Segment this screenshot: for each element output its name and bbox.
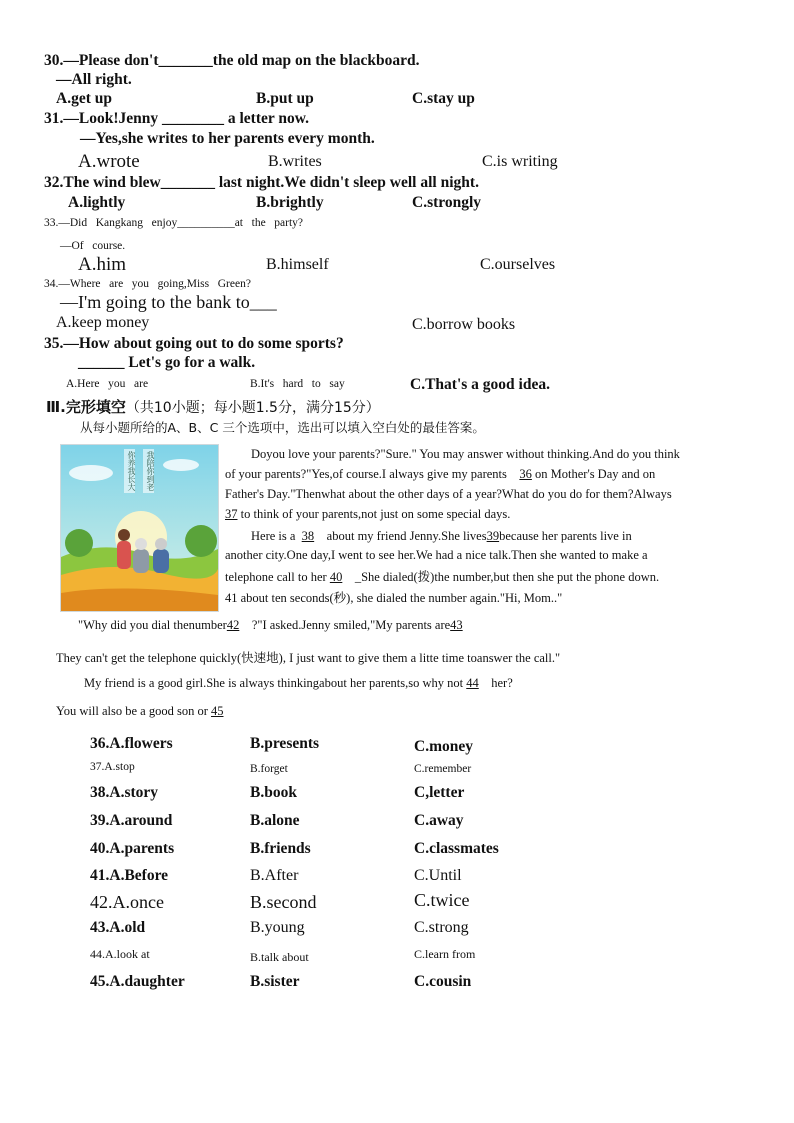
answer-38-a: 38.A.story <box>90 784 159 801</box>
blank-42: 42 <box>226 618 240 632</box>
answer-39-b: B.alone <box>250 812 300 829</box>
passage-line-12a: You will also be a good son or <box>56 704 208 718</box>
q35-reply-text: Let's go for a walk. <box>128 354 256 371</box>
q31-stem-text: 31.—Look!Jenny <box>44 110 159 127</box>
q30-rest: the old map on the blackboard. <box>212 52 420 69</box>
q34-option-a: A.keep money <box>56 314 150 331</box>
q34-blank: ___ <box>249 292 277 312</box>
answer-41-c: C.Until <box>414 867 462 884</box>
q30-blank: _______ <box>158 52 213 69</box>
blank-39: 39 <box>486 529 500 543</box>
passage-line-9b: ?"I asked.Jenny smiled,"My parents are <box>251 618 451 632</box>
passage-line-4-text: to think of your parents,not just on some special days. <box>240 507 511 521</box>
question-34-stem: 34.—Where are you going,Miss Green? <box>44 278 251 290</box>
passage-line-4 <box>225 507 510 522</box>
q31-rest: a letter now. <box>227 110 309 127</box>
answer-44-b: B.talk about <box>250 950 309 964</box>
answer-41-b: B.After <box>250 867 299 884</box>
answer-row-38 <box>90 784 570 806</box>
passage-line-7b: She dialed(拨)the number,but then she put the phone down. <box>361 570 660 584</box>
section-3-instruction: 从每小题所给的A、B、C 三个选项中，选出可以填入空白处的最佳答案。 <box>80 420 485 435</box>
passage-line-5a: Here is a <box>251 529 296 543</box>
answer-row-44 <box>90 947 570 969</box>
passage-line-11b: her? <box>491 676 513 690</box>
question-33-reply: —Of course. <box>60 240 126 252</box>
passage-line-5b: about my friend Jenny.She lives <box>326 529 487 543</box>
q31-option-c: C.is writing <box>482 153 558 170</box>
illustration-graphic <box>61 445 218 611</box>
answer-42-a: 42.A.once <box>90 892 164 912</box>
passage-line-6: another city.One day,I went to see her.We had a nice talk.Then she wanted to make a <box>225 548 648 562</box>
answer-43-b: B.young <box>250 919 305 936</box>
blank-40: 40 <box>329 570 343 584</box>
blank-44: 44 <box>466 676 479 690</box>
q30-option-b: B.put up <box>256 90 314 107</box>
answer-row-37 <box>90 761 570 783</box>
answer-39-c: C.away <box>414 812 464 829</box>
answer-36-c: C.money <box>414 738 473 755</box>
q33-rest: at the party? <box>234 217 304 229</box>
answer-42-c: C.twice <box>414 890 470 910</box>
answer-38-b: B.book <box>250 784 297 801</box>
q32-stem-text: 32.The wind blew <box>44 174 161 191</box>
passage-line-11 <box>84 676 513 691</box>
blank-37: 37 <box>225 507 238 521</box>
answer-row-42 <box>90 892 570 914</box>
passage-line-1: Doyou love your parents?"Sure." You may answer without thinking.And do you think <box>251 447 680 461</box>
question-30-reply: —All right. <box>56 71 132 88</box>
blank-38: 38 <box>301 529 315 543</box>
question-34-reply <box>60 292 277 313</box>
question-33-stem <box>44 217 303 229</box>
answer-36-b: B.presents <box>250 735 320 752</box>
answer-43-c: C.strong <box>414 919 469 936</box>
q33-stem-text: 33.—Did Kangkang enjoy <box>44 217 178 229</box>
passage-line-3: Father's Day."Thenwhat about the other days of a year?What do you do for them?Always <box>225 487 672 501</box>
q35-blank: ______ <box>78 354 125 371</box>
passage-line-5c: because her parents live in <box>499 529 632 543</box>
blank-36: 36 <box>519 467 532 481</box>
answer-45-a: 45.A.daughter <box>90 973 185 990</box>
illustration-text-right: 我陪你到老 <box>146 451 155 491</box>
question-35-reply <box>78 354 255 372</box>
passage-line-9a: "Why did you dial thenumber <box>78 618 227 632</box>
answer-row-43 <box>90 919 570 941</box>
q32-option-b: B.brightly <box>256 194 324 211</box>
q33-option-b: B.himself <box>266 256 329 273</box>
q33-option-c: C.ourselves <box>480 256 556 273</box>
answer-row-39 <box>90 812 570 834</box>
blank-43: 43 <box>450 618 463 632</box>
q34-reply-text: —I'm going to the bank to <box>60 292 250 312</box>
passage-line-11a: My friend is a good girl.She is always thinkingabout her parents,so why not <box>84 676 464 690</box>
section-3-header <box>46 396 380 417</box>
answer-40-a: 40.A.parents <box>90 840 175 857</box>
q30-stem-text: 30.—Please don't <box>44 52 159 69</box>
q33-blank: __________ <box>177 217 235 229</box>
answer-44-c: C.learn from <box>414 947 476 961</box>
answer-45-b: B.sister <box>250 973 300 990</box>
blank-45: 45 <box>210 704 224 718</box>
q30-option-c: C.stay up <box>412 90 475 107</box>
answer-40-b: B.friends <box>250 840 311 857</box>
question-30-stem <box>44 52 419 70</box>
passage-line-7: telephone call to her 40 _She dialed(拨)the number,but then she put the phone down. <box>225 570 660 584</box>
answer-row-41 <box>90 867 570 889</box>
passage-line-2a: of your parents?"Yes,of course.I always give my parents <box>225 467 507 481</box>
illustration-text-left: 你养我长大 <box>127 451 136 491</box>
answer-row-45 <box>90 973 570 995</box>
q32-option-a: A.lightly <box>68 194 126 211</box>
answer-row-40 <box>90 840 570 862</box>
section-3-title: Ⅲ.完形填空 <box>46 398 126 416</box>
q32-option-c: C.strongly <box>412 194 482 211</box>
answer-37-a: 37.A.stop <box>90 761 135 773</box>
question-35-stem: 35.—How about going out to do some sports? <box>44 335 344 352</box>
answer-45-c: C.cousin <box>414 973 472 990</box>
answer-42-b: B.second <box>250 892 317 912</box>
q31-option-b: B.writes <box>268 153 322 170</box>
answer-36-a: 36.A.flowers <box>90 735 173 752</box>
answer-row-36 <box>90 735 570 757</box>
answer-37-b: B.forget <box>250 763 288 775</box>
q32-blank: _______ <box>160 174 215 191</box>
answer-44-a: 44.A.look at <box>90 947 150 961</box>
passage-line-9 <box>78 618 463 633</box>
answer-40-c: C.classmates <box>414 840 499 857</box>
q35-option-c: C.That's a good idea. <box>410 376 550 393</box>
parents-illustration <box>60 444 219 612</box>
question-32-stem <box>44 174 479 192</box>
passage-line-8: 41 about ten seconds(秒), she dialed the number again."Hi, Mom.." <box>225 591 563 605</box>
passage-line-2 <box>225 467 655 482</box>
question-31-reply: —Yes,she writes to her parents every month. <box>80 130 375 147</box>
answer-37-c: C.remember <box>414 763 472 775</box>
answer-39-a: 39.A.around <box>90 812 173 829</box>
section-3-score: （共10小题；每小题1.5分，满分15分） <box>125 400 380 416</box>
answer-41-a: 41.A.Before <box>90 867 169 884</box>
passage-line-10: They can't get the telephone quickly(快速地), I just want to give them a litte time toanswer the call." <box>56 651 561 665</box>
question-31-stem <box>44 110 309 128</box>
q34-option-c: C.borrow books <box>412 316 516 333</box>
passage-line-5 <box>251 529 632 544</box>
q31-option-a: A.wrote <box>78 151 140 172</box>
q35-option-b: B.It's hard to say <box>250 378 345 390</box>
passage-line-7a: telephone call to her <box>225 570 327 584</box>
q35-option-a: A.Here you are <box>66 378 149 390</box>
q30-option-a: A.get up <box>56 90 112 107</box>
q31-blank: ________ <box>162 110 224 127</box>
q32-rest: last night.We didn't sleep well all night. <box>218 174 479 191</box>
answer-38-c: C,letter <box>414 784 465 801</box>
q33-option-a: A.him <box>78 254 127 275</box>
passage-line-12 <box>56 704 223 719</box>
passage-line-2b: on Mother's Day and on <box>535 467 656 481</box>
answer-43-a: 43.A.old <box>90 919 146 936</box>
